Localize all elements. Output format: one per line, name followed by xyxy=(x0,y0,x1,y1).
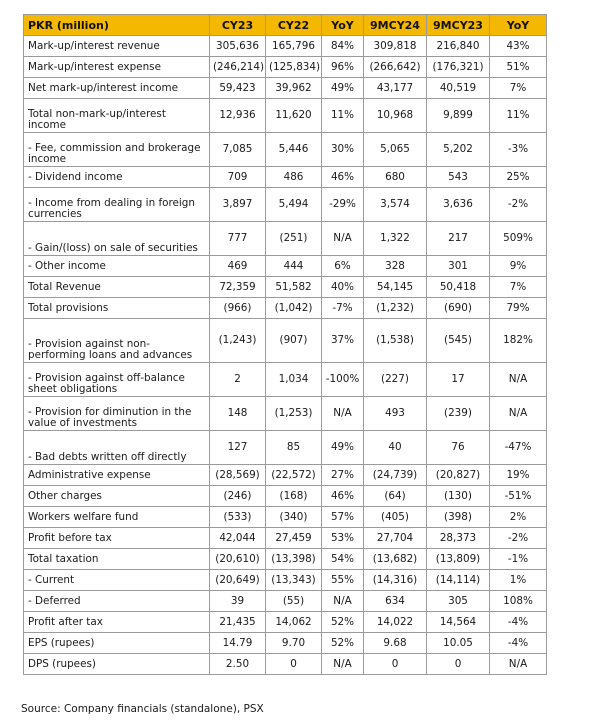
cell-yoy-9m: 1% xyxy=(490,570,547,591)
row-label: - Provision against non-performing loans and advances xyxy=(24,319,210,363)
cell-9mcy23: 17 xyxy=(427,363,490,397)
cell-cy23: 469 xyxy=(210,256,266,277)
cell-yoy-annual: -100% xyxy=(322,363,364,397)
cell-cy22: (340) xyxy=(266,507,322,528)
cell-cy23: 127 xyxy=(210,431,266,465)
cell-9mcy23: (545) xyxy=(427,319,490,363)
cell-yoy-annual: 55% xyxy=(322,570,364,591)
row-label: - Income from dealing in foreign currencies xyxy=(24,188,210,222)
cell-yoy-9m: N/A xyxy=(490,654,547,675)
cell-cy22: 51,582 xyxy=(266,277,322,298)
table-row xyxy=(24,78,547,99)
cell-9mcy24: (1,232) xyxy=(364,298,427,319)
table-row xyxy=(24,612,547,633)
cell-cy23: (1,243) xyxy=(210,319,266,363)
row-label: - Dividend income xyxy=(24,167,210,188)
cell-yoy-9m: -3% xyxy=(490,133,547,167)
cell-9mcy23: 9,899 xyxy=(427,99,490,133)
row-label: Total non-mark-up/interest income xyxy=(24,99,210,133)
cell-cy23: (20,610) xyxy=(210,549,266,570)
cell-9mcy23: 3,636 xyxy=(427,188,490,222)
table-row xyxy=(24,528,547,549)
cell-9mcy24: 3,574 xyxy=(364,188,427,222)
cell-cy23: (533) xyxy=(210,507,266,528)
cell-yoy-9m: 7% xyxy=(490,78,547,99)
row-label: - Provision for diminution in the value of investments xyxy=(24,397,210,431)
source-note: Source: Company financials (standalone), PSX xyxy=(21,703,264,715)
cell-cy22: 5,494 xyxy=(266,188,322,222)
cell-cy22: (55) xyxy=(266,591,322,612)
row-label: - Bad debts written off directly xyxy=(24,431,210,465)
row-label: Total taxation xyxy=(24,549,210,570)
table-row xyxy=(24,507,547,528)
table-header xyxy=(24,15,547,36)
cell-9mcy23: 305 xyxy=(427,591,490,612)
cell-yoy-9m: -4% xyxy=(490,633,547,654)
cell-yoy-annual: 53% xyxy=(322,528,364,549)
cell-9mcy23: 76 xyxy=(427,431,490,465)
row-label: - Provision against off-balance sheet obligations xyxy=(24,363,210,397)
cell-yoy-annual: 46% xyxy=(322,486,364,507)
row-label: - Other income xyxy=(24,256,210,277)
cell-9mcy23: (690) xyxy=(427,298,490,319)
cell-9mcy24: 14,022 xyxy=(364,612,427,633)
cell-cy23: 14.79 xyxy=(210,633,266,654)
cell-9mcy24: (227) xyxy=(364,363,427,397)
table-row xyxy=(24,465,547,486)
table-row xyxy=(24,633,547,654)
cell-yoy-annual: 11% xyxy=(322,99,364,133)
cell-cy22: 14,062 xyxy=(266,612,322,633)
row-label: Mark-up/interest revenue xyxy=(24,36,210,57)
cell-cy23: 42,044 xyxy=(210,528,266,549)
cell-9mcy23: 14,564 xyxy=(427,612,490,633)
cell-9mcy23: 28,373 xyxy=(427,528,490,549)
row-label: Workers welfare fund xyxy=(24,507,210,528)
row-label: Total Revenue xyxy=(24,277,210,298)
header-row xyxy=(24,15,547,36)
header-cy23: CY23 xyxy=(210,15,266,36)
cell-9mcy23: (176,321) xyxy=(427,57,490,78)
cell-cy22: (22,572) xyxy=(266,465,322,486)
cell-9mcy24: (266,642) xyxy=(364,57,427,78)
cell-cy22: (168) xyxy=(266,486,322,507)
cell-yoy-9m: N/A xyxy=(490,363,547,397)
cell-cy23: (246) xyxy=(210,486,266,507)
cell-yoy-annual: 30% xyxy=(322,133,364,167)
cell-yoy-annual: 84% xyxy=(322,36,364,57)
row-label: Administrative expense xyxy=(24,465,210,486)
cell-yoy-annual: 57% xyxy=(322,507,364,528)
cell-yoy-9m: -4% xyxy=(490,612,547,633)
cell-cy22: (907) xyxy=(266,319,322,363)
cell-yoy-annual: 46% xyxy=(322,167,364,188)
table-row xyxy=(24,591,547,612)
cell-9mcy23: (130) xyxy=(427,486,490,507)
table-row xyxy=(24,188,547,222)
cell-9mcy24: 634 xyxy=(364,591,427,612)
cell-cy23: 59,423 xyxy=(210,78,266,99)
cell-cy23: (246,214) xyxy=(210,57,266,78)
header-label: PKR (million) xyxy=(24,15,210,36)
cell-9mcy23: (14,114) xyxy=(427,570,490,591)
cell-cy22: 165,796 xyxy=(266,36,322,57)
cell-9mcy23: 40,519 xyxy=(427,78,490,99)
table-body xyxy=(24,36,547,675)
table-row xyxy=(24,654,547,675)
cell-yoy-annual: N/A xyxy=(322,397,364,431)
cell-yoy-9m: 79% xyxy=(490,298,547,319)
cell-9mcy23: 10.05 xyxy=(427,633,490,654)
cell-yoy-9m: -2% xyxy=(490,528,547,549)
row-label: EPS (rupees) xyxy=(24,633,210,654)
cell-cy22: 5,446 xyxy=(266,133,322,167)
cell-cy22: (1,042) xyxy=(266,298,322,319)
table-row xyxy=(24,363,547,397)
header-yoy-9m: YoY xyxy=(490,15,547,36)
cell-cy22: (13,398) xyxy=(266,549,322,570)
cell-cy23: 777 xyxy=(210,222,266,256)
row-label: Profit after tax xyxy=(24,612,210,633)
row-label: Other charges xyxy=(24,486,210,507)
cell-cy23: 7,085 xyxy=(210,133,266,167)
cell-9mcy24: 0 xyxy=(364,654,427,675)
cell-9mcy24: 10,968 xyxy=(364,99,427,133)
cell-9mcy23: 301 xyxy=(427,256,490,277)
cell-cy22: 27,459 xyxy=(266,528,322,549)
table-row xyxy=(24,397,547,431)
cell-cy23: 709 xyxy=(210,167,266,188)
cell-yoy-9m: 182% xyxy=(490,319,547,363)
header-9mcy24: 9MCY24 xyxy=(364,15,427,36)
cell-yoy-annual: 49% xyxy=(322,431,364,465)
cell-cy22: 1,034 xyxy=(266,363,322,397)
cell-yoy-annual: N/A xyxy=(322,222,364,256)
table-row xyxy=(24,256,547,277)
cell-9mcy24: 1,322 xyxy=(364,222,427,256)
cell-yoy-9m: 509% xyxy=(490,222,547,256)
cell-cy22: 486 xyxy=(266,167,322,188)
row-label: - Current xyxy=(24,570,210,591)
cell-9mcy24: 27,704 xyxy=(364,528,427,549)
cell-yoy-9m: N/A xyxy=(490,397,547,431)
cell-cy22: 444 xyxy=(266,256,322,277)
cell-cy23: (966) xyxy=(210,298,266,319)
cell-9mcy23: (239) xyxy=(427,397,490,431)
table-row xyxy=(24,431,547,465)
cell-cy22: 0 xyxy=(266,654,322,675)
cell-cy23: (28,569) xyxy=(210,465,266,486)
table-row xyxy=(24,222,547,256)
table-row xyxy=(24,549,547,570)
cell-yoy-annual: 27% xyxy=(322,465,364,486)
table-row xyxy=(24,319,547,363)
cell-9mcy23: 0 xyxy=(427,654,490,675)
cell-9mcy24: 40 xyxy=(364,431,427,465)
cell-9mcy24: 680 xyxy=(364,167,427,188)
cell-cy22: (251) xyxy=(266,222,322,256)
cell-yoy-9m: 19% xyxy=(490,465,547,486)
cell-cy23: 39 xyxy=(210,591,266,612)
cell-cy22: 11,620 xyxy=(266,99,322,133)
header-9mcy23: 9MCY23 xyxy=(427,15,490,36)
cell-yoy-annual: -7% xyxy=(322,298,364,319)
cell-cy23: (20,649) xyxy=(210,570,266,591)
cell-cy23: 305,636 xyxy=(210,36,266,57)
cell-9mcy24: (405) xyxy=(364,507,427,528)
cell-9mcy23: (20,827) xyxy=(427,465,490,486)
cell-9mcy24: (24,739) xyxy=(364,465,427,486)
row-label: - Deferred xyxy=(24,591,210,612)
row-label: Profit before tax xyxy=(24,528,210,549)
row-label: - Fee, commission and brokerage income xyxy=(24,133,210,167)
cell-yoy-9m: -51% xyxy=(490,486,547,507)
cell-9mcy24: 493 xyxy=(364,397,427,431)
cell-cy23: 3,897 xyxy=(210,188,266,222)
cell-yoy-annual: 52% xyxy=(322,633,364,654)
cell-yoy-annual: 37% xyxy=(322,319,364,363)
table-row xyxy=(24,570,547,591)
cell-yoy-annual: 6% xyxy=(322,256,364,277)
financial-summary-table xyxy=(23,14,547,675)
cell-9mcy23: (13,809) xyxy=(427,549,490,570)
cell-yoy-annual: 54% xyxy=(322,549,364,570)
cell-yoy-9m: 51% xyxy=(490,57,547,78)
cell-yoy-annual: N/A xyxy=(322,654,364,675)
cell-9mcy24: 328 xyxy=(364,256,427,277)
cell-9mcy24: (1,538) xyxy=(364,319,427,363)
cell-cy23: 2 xyxy=(210,363,266,397)
cell-9mcy24: 54,145 xyxy=(364,277,427,298)
cell-cy23: 12,936 xyxy=(210,99,266,133)
table-row xyxy=(24,133,547,167)
cell-yoy-annual: -29% xyxy=(322,188,364,222)
cell-cy22: (1,253) xyxy=(266,397,322,431)
row-label: - Gain/(loss) on sale of securities xyxy=(24,222,210,256)
cell-cy23: 148 xyxy=(210,397,266,431)
cell-yoy-9m: 7% xyxy=(490,277,547,298)
cell-yoy-annual: 52% xyxy=(322,612,364,633)
header-yoy-annual: YoY xyxy=(322,15,364,36)
cell-cy23: 2.50 xyxy=(210,654,266,675)
cell-9mcy23: 543 xyxy=(427,167,490,188)
table-row xyxy=(24,298,547,319)
cell-yoy-9m: -47% xyxy=(490,431,547,465)
cell-cy22: 85 xyxy=(266,431,322,465)
cell-yoy-9m: 9% xyxy=(490,256,547,277)
cell-9mcy23: 216,840 xyxy=(427,36,490,57)
cell-yoy-annual: 49% xyxy=(322,78,364,99)
cell-yoy-9m: -1% xyxy=(490,549,547,570)
header-cy22: CY22 xyxy=(266,15,322,36)
cell-cy22: 39,962 xyxy=(266,78,322,99)
cell-yoy-annual: 96% xyxy=(322,57,364,78)
cell-yoy-annual: 40% xyxy=(322,277,364,298)
cell-cy23: 21,435 xyxy=(210,612,266,633)
cell-9mcy24: (64) xyxy=(364,486,427,507)
cell-9mcy23: 50,418 xyxy=(427,277,490,298)
table-row xyxy=(24,486,547,507)
row-label: Mark-up/interest expense xyxy=(24,57,210,78)
cell-cy22: (13,343) xyxy=(266,570,322,591)
table-row xyxy=(24,36,547,57)
cell-9mcy24: 309,818 xyxy=(364,36,427,57)
cell-9mcy24: (13,682) xyxy=(364,549,427,570)
cell-9mcy24: 9.68 xyxy=(364,633,427,654)
cell-yoy-9m: 25% xyxy=(490,167,547,188)
table-row xyxy=(24,99,547,133)
table-row xyxy=(24,277,547,298)
cell-cy22: 9.70 xyxy=(266,633,322,654)
row-label: Total provisions xyxy=(24,298,210,319)
cell-cy23: 72,359 xyxy=(210,277,266,298)
cell-yoy-annual: N/A xyxy=(322,591,364,612)
cell-9mcy24: 43,177 xyxy=(364,78,427,99)
cell-yoy-9m: 11% xyxy=(490,99,547,133)
table-row xyxy=(24,167,547,188)
row-label: DPS (rupees) xyxy=(24,654,210,675)
cell-9mcy23: 5,202 xyxy=(427,133,490,167)
cell-yoy-9m: 108% xyxy=(490,591,547,612)
cell-9mcy24: 5,065 xyxy=(364,133,427,167)
cell-yoy-9m: 2% xyxy=(490,507,547,528)
table-row xyxy=(24,57,547,78)
row-label: Net mark-up/interest income xyxy=(24,78,210,99)
cell-9mcy23: (398) xyxy=(427,507,490,528)
cell-9mcy24: (14,316) xyxy=(364,570,427,591)
cell-yoy-9m: 43% xyxy=(490,36,547,57)
cell-cy22: (125,834) xyxy=(266,57,322,78)
cell-9mcy23: 217 xyxy=(427,222,490,256)
cell-yoy-9m: -2% xyxy=(490,188,547,222)
